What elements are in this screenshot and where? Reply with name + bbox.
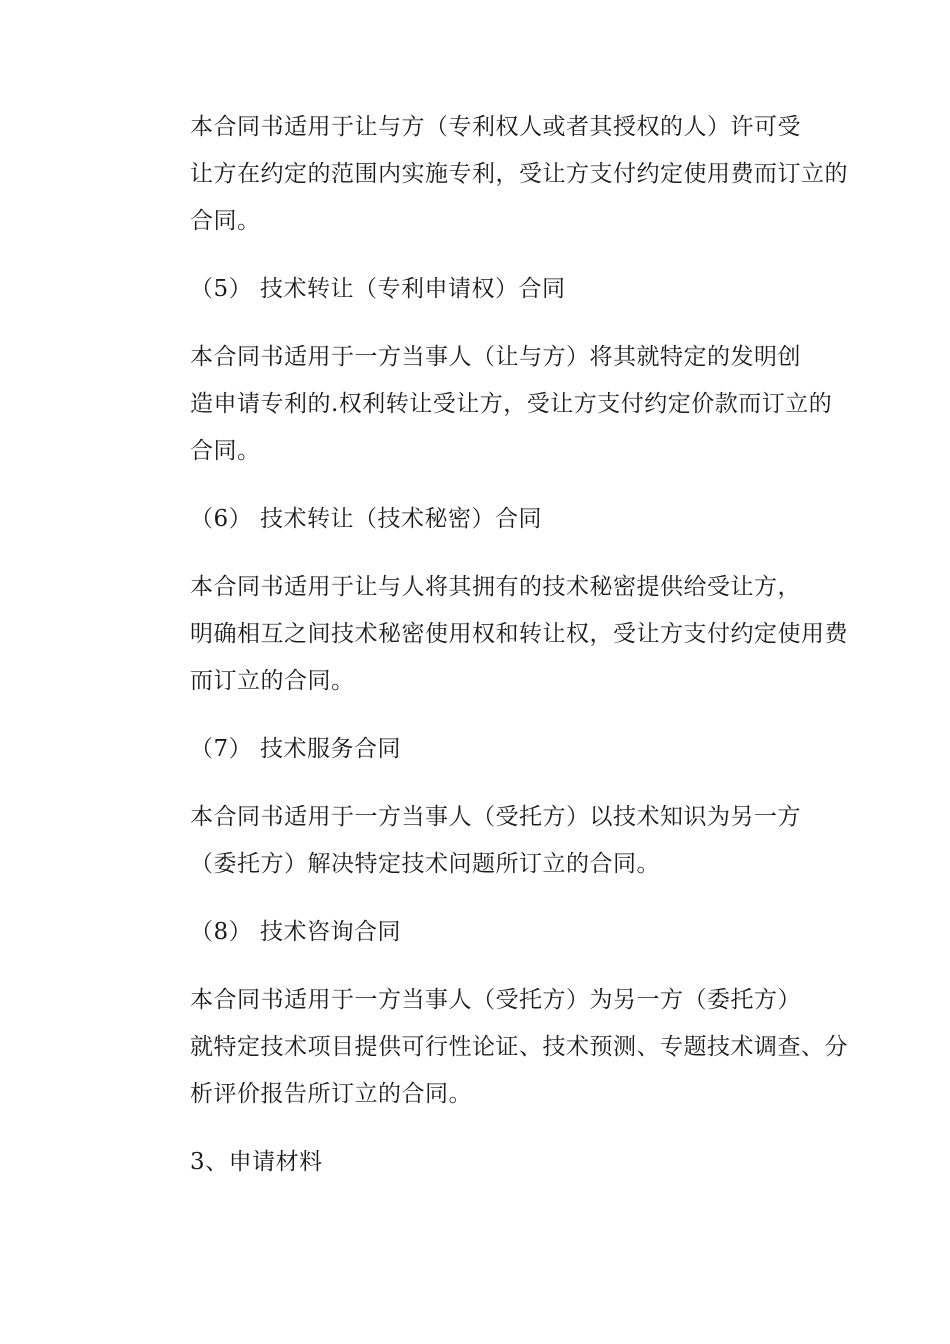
text-line: 让方在约定的范围内实施专利，受让方支付约定使用费而订立的 [190, 161, 848, 187]
paragraph-patent-license [142, 104, 848, 245]
text-line: 析评价报告所订立的合同。 [190, 1081, 472, 1107]
text-line: 就特定技术项目提供可行性论证、技术预测、专题技术调查、分 [190, 1034, 848, 1060]
text-line: 本合同书适用于一方当事人（受托方）以技术知识为另一方 [190, 804, 801, 830]
heading-text: （6） 技术转让（技术秘密）合同 [190, 506, 542, 532]
paragraph-technical-service [142, 794, 820, 888]
text-line: 合同。 [190, 438, 261, 464]
text-line: 合同。 [190, 208, 261, 234]
paragraph-patent-application-right [142, 334, 833, 475]
document-page [142, 104, 848, 1207]
paragraph-technical-secret [142, 564, 848, 705]
text-line: 本合同书适用于一方当事人（让与方）将其就特定的发明创 [190, 344, 801, 370]
heading-5 [142, 266, 820, 313]
heading-7 [142, 726, 820, 773]
heading-text: （7） 技术服务合同 [190, 736, 401, 762]
paragraph-technical-consulting [142, 977, 848, 1118]
heading-application-materials [142, 1139, 820, 1186]
text-line: （委托方）解决特定技术问题所订立的合同。 [190, 851, 660, 877]
heading-text: 3、申请材料 [190, 1149, 323, 1175]
text-line: 造申请专利的.权利转让受让方，受让方支付约定价款而订立的 [190, 391, 833, 417]
heading-text: （5） 技术转让（专利申请权）合同 [190, 276, 566, 302]
heading-6 [142, 496, 820, 543]
text-line: 本合同书适用于一方当事人（受托方）为另一方（委托方） [190, 987, 801, 1013]
heading-8 [142, 909, 820, 956]
text-line: 本合同书适用于让与人将其拥有的技术秘密提供给受让方， [190, 574, 801, 600]
text-line: 本合同书适用于让与方（专利权人或者其授权的人）许可受 [190, 114, 801, 140]
heading-text: （8） 技术咨询合同 [190, 919, 401, 945]
text-line: 而订立的合同。 [190, 668, 355, 694]
text-line: 明确相互之间技术秘密使用权和转让权，受让方支付约定使用费 [190, 621, 848, 647]
